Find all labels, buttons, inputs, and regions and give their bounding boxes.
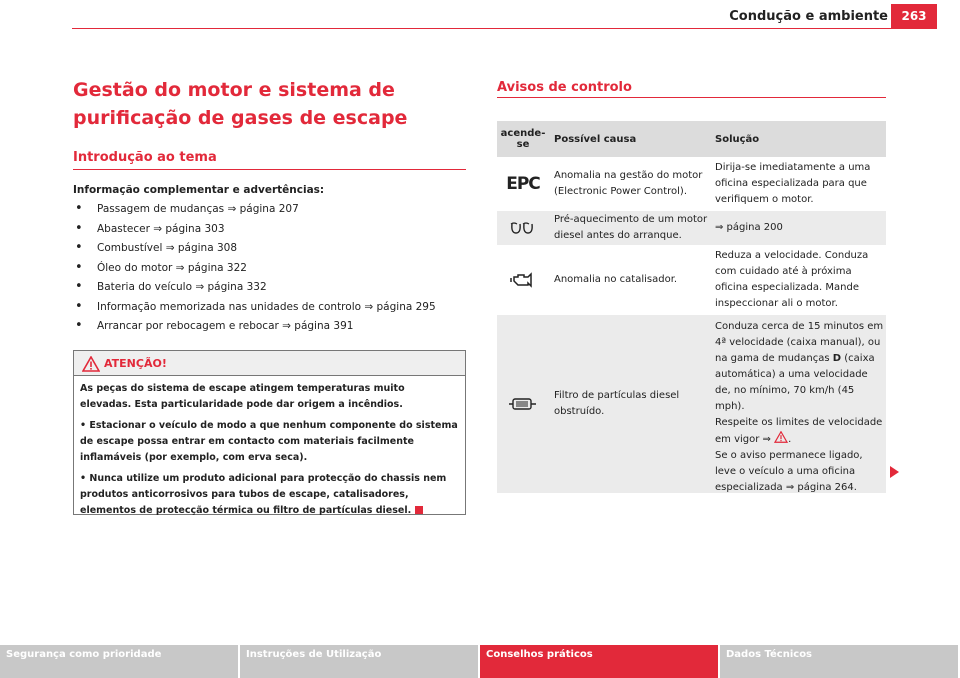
list-item[interactable]: • Arrancar por rebocagem e rebocar ⇒ página 391 [73,320,468,340]
chapter-title: Condução e ambiente [729,9,888,24]
info-heading: Informação complementar e advertências: [73,184,325,196]
header-rule [72,28,937,29]
table-row [497,245,886,315]
next-page-arrow-icon[interactable] [890,466,899,478]
warning-bullet: • Estacionar o veículo de modo a que nenhum componente do sistema de escape possa entrar em contacto com materiais facilmente inflamáveis (por exemplo, com erva seca). [80,420,458,463]
warning-header [74,351,465,376]
solution-cell: Dirija-se imediatamente a uma oficina especializada para que verifiquem o motor. [715,162,871,205]
warning-bullet: • Nunca utilize um produto adicional para protecção do chassis nem produtos anticorrosivos para tubos de escape, catalisadores, elementos de protecção térmica ou filtro de partículas diesel. [80,473,447,516]
list-item[interactable]: • Óleo do motor ⇒ página 322 [73,262,468,282]
warning-lights-table [497,121,886,493]
cause-cell: Filtro de partículas diesel obstruído. [554,390,680,417]
solution-cell: Conduza cerca de 15 minutos em 4ª velocidade (caixa manual), ou na gama de mudanças D (caixa automática) a uma velocidade de, no mínimo, 70 km/h (45 mph). Respeite os limites de velocidade em vigor ⇒ . Se o aviso permanece ligado, leve o veículo a uma oficina especializada ⇒ página 264. [715,321,884,493]
list-item[interactable]: • Bateria do veículo ⇒ página 332 [73,281,468,301]
section-rule-warnings [497,97,886,98]
column-header: Possível causa [554,133,637,145]
table-row [497,315,886,493]
glow-plug-icon [497,211,549,245]
table-header-row [497,121,886,157]
tab-instrucoes[interactable]: Instruções de Utilização [240,645,478,678]
tab-dados[interactable]: Dados Técnicos [720,645,958,678]
section-title-warnings: Avisos de controlo [497,80,632,95]
footer-tabs [0,645,960,678]
main-title: Gestão do motor e sistema de purificação de gases de escape [73,79,408,129]
list-item[interactable]: • Informação memorizada nas unidades de controlo ⇒ página 295 [73,301,468,321]
list-item[interactable]: • Abastecer ⇒ página 303 [73,223,468,243]
section-rule-intro [73,169,466,170]
section-title-intro: Introdução ao tema [73,150,217,165]
engine-icon [497,245,549,315]
column-header: Solução [715,133,760,145]
list-item[interactable]: • Combustível ⇒ página 308 [73,242,468,262]
warning-title: ATENÇÃO! [104,356,167,370]
info-list [73,203,468,340]
epc-icon: EPC [506,174,540,194]
warning-triangle-icon [774,431,788,443]
warning-triangle-icon [82,356,100,372]
info-block [73,184,468,340]
cause-cell: Anomalia no catalisador. [554,274,678,285]
column-header: acende-se [500,128,546,150]
solution-cell[interactable]: ⇒ página 200 [715,222,783,233]
warning-intro: As peças do sistema de escape atingem temperaturas muito elevadas. Esta particularidade pode dar origem a incêndios. [80,383,405,410]
warning-body [74,376,465,529]
warning-box [73,350,466,515]
solution-cell: Reduza a velocidade. Conduza com cuidado até à próxima oficina especializada. Mande inspeccionar ali o motor. [715,250,869,309]
cause-cell: Anomalia na gestão do motor (Electronic Power Control). [554,170,703,197]
tab-conselhos[interactable]: Conselhos práticos [480,645,718,678]
tab-seguranca[interactable]: Segurança como prioridade [0,645,238,678]
list-item[interactable]: • Passagem de mudanças ⇒ página 207 [73,203,468,223]
cause-cell: Pré-aquecimento de um motor diesel antes do arranque. [554,214,708,241]
table-row [497,211,886,245]
end-mark-icon [415,506,423,514]
table-row [497,157,886,211]
diesel-filter-icon [497,315,549,493]
page-number: 263 [891,4,937,28]
